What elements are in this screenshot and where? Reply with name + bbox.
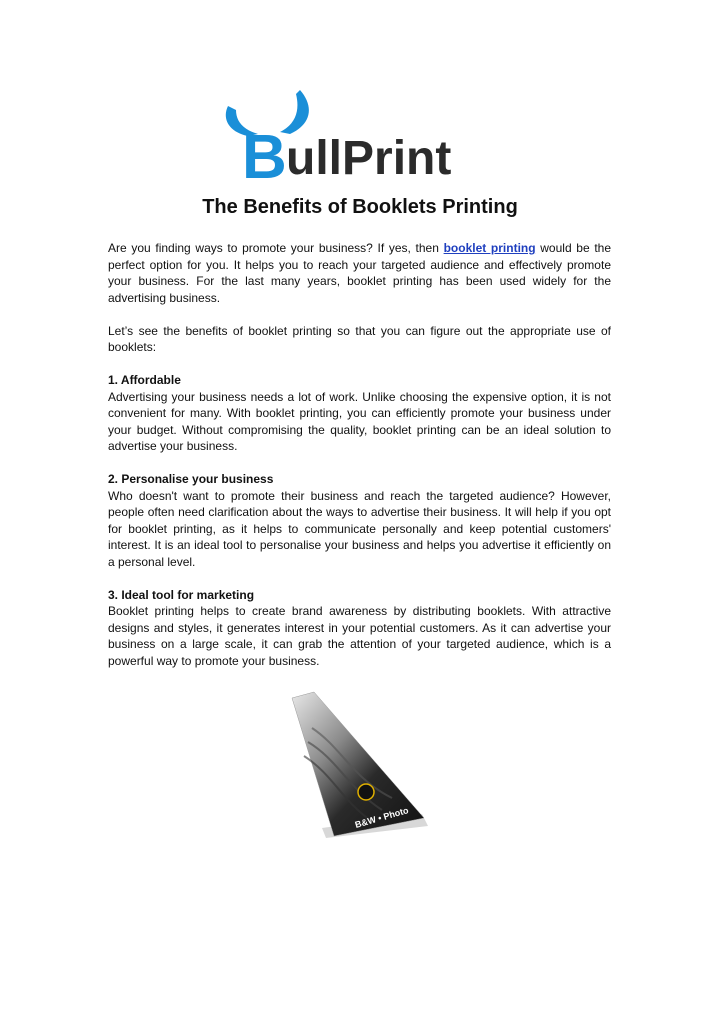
booklet-photo-graphic xyxy=(282,688,442,848)
section-body: Who doesn't want to promote their business and reach the targeted audience? However, people often need clarification about the ways to advertise their business. It will help if you opt for booklet printing, as it helps to communicate personally and keep potential customers' interest. It is an ideal tool to personalise your business and helps you advertise it efficiently on a personal level. xyxy=(108,488,611,569)
section-body: Advertising your business needs a lot of work. Unlike choosing the expensive option, it is not convenient for many. With booklet printing, you can efficiently promote your business under your budget. Without compromising the quality, booklet printing can be an ideal solution to advertise your business. xyxy=(108,389,611,453)
booklet-cover-text: B&W • Photo xyxy=(353,805,410,830)
booklet-image xyxy=(282,688,442,848)
booklet-printing-link[interactable]: booklet printing xyxy=(443,241,536,255)
lead-paragraph: Let’s see the benefits of booklet printing so that you can figure out the appropriate use of booklets: xyxy=(108,323,611,354)
section-heading: 3. Ideal tool for marketing xyxy=(108,587,255,602)
bullprint-logo-graphic xyxy=(218,88,502,184)
bullprint-logo xyxy=(218,88,502,184)
section-heading: 2. Personalise your business xyxy=(108,472,274,486)
badge-icon xyxy=(358,784,374,800)
section-marketing xyxy=(108,587,611,670)
section-body: Booklet printing helps to create brand awareness by distributing booklets. With attractive designs and styles, it generates interest in your potential customers. As it can advertise your business on a large scale, it can grab the attention of your targeted audience, which is a powerful way to promote your business. xyxy=(108,604,611,668)
section-affordable xyxy=(108,372,611,455)
article-body xyxy=(108,240,611,686)
intro-text-after: would be the perfect option for you. It helps you to reach your targeted audience and effectively promote your business. For the last many years, booklet printing has been used widely for the advertising business. xyxy=(108,241,612,305)
logo-letter-b: B xyxy=(242,123,287,184)
section-heading: 1. Affordable xyxy=(108,373,181,387)
intro-text-before: Are you finding ways to promote your business? If yes, then xyxy=(108,241,444,255)
logo-wordmark: ullPrint xyxy=(286,132,452,184)
intro-paragraph xyxy=(108,240,611,306)
section-personalise xyxy=(108,471,611,570)
page-title: The Benefits of Booklets Printing xyxy=(202,196,518,218)
